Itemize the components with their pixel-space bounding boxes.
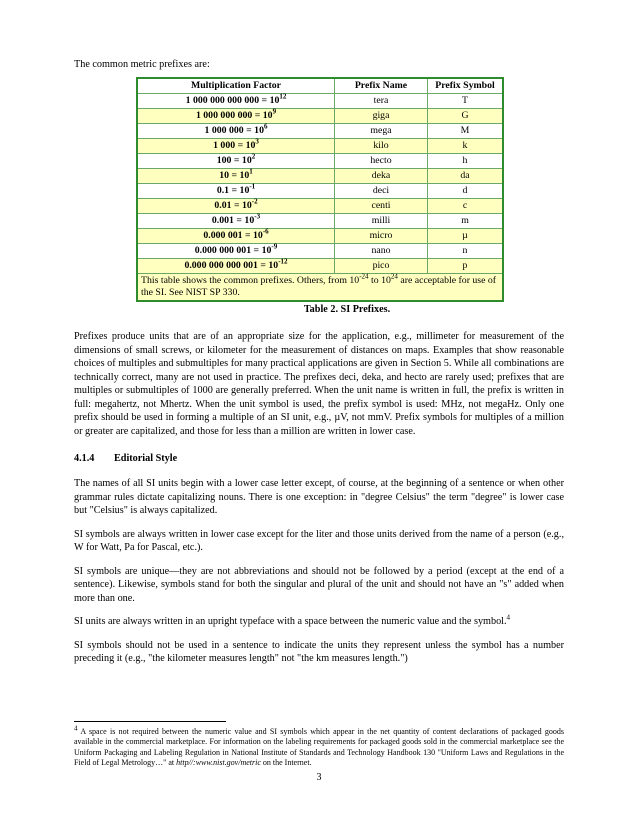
prefix-symbol-cell: d: [428, 184, 504, 199]
symbol-usage-paragraph: SI symbols should not be used in a sentence to indicate the units they represent unless the symbol has a number preceding it (e.g., "the kilometer measures length" not "the km measures length."): [74, 639, 564, 665]
table-note: This table shows the common prefixes. Others, from $10^{-24}$ to $10^{24}$ are acceptable for use of the SI. See NIST SP 330.: [137, 274, 503, 301]
section-heading: [74, 452, 564, 465]
table-row: [137, 94, 503, 109]
factor-cell: 1 000 000 000 $000 = 10^{12}$: [137, 94, 335, 109]
prefix-name-cell: centi: [335, 199, 428, 214]
prefix-name-cell: tera: [335, 94, 428, 109]
factor-cell: $0.001 = 10^{-3}$: [137, 214, 335, 229]
header-multiplication-factor: Multiplication Factor: [137, 78, 335, 94]
factor-cell: $0.1 = 10^{-1}$: [137, 184, 335, 199]
factor-cell: 1 $000 = 10^3$: [137, 139, 335, 154]
table-row: [137, 229, 503, 244]
prefix-symbol-cell: h: [428, 154, 504, 169]
prefix-symbol-cell: n: [428, 244, 504, 259]
lowercase-symbols-paragraph: SI symbols are always written in lower case except for the liter and those units derived from the name of a person (e.g., W for Watt, Pa for Pascal, etc.).: [74, 528, 564, 554]
prefix-symbol-cell: c: [428, 199, 504, 214]
prefix-name-cell: mega: [335, 124, 428, 139]
prefix-name-cell: milli: [335, 214, 428, 229]
header-prefix-name: Prefix Name: [335, 78, 428, 94]
intro-text: The common metric prefixes are:: [74, 59, 210, 70]
prefix-name-cell: pico: [335, 259, 428, 274]
prefix-symbol-cell: m: [428, 214, 504, 229]
table-caption: Table 2. SI Prefixes.: [303, 303, 391, 315]
factor-cell: $0.01 = 10^{-2}$: [137, 199, 335, 214]
unit-names-paragraph: The names of all SI units begin with a lower case letter except, of course, at the beginning of a sentence or when other grammar rules dictate capitalizing nouns. There is one exception: in "degree Celsius" the term "degree" is lower case but "Celsius" is always capitalized.: [74, 478, 564, 517]
table-note-row: [137, 274, 503, 301]
table-header-row: [137, 78, 503, 94]
prefix-symbol-cell: G: [428, 109, 504, 124]
prefix-name-cell: giga: [335, 109, 428, 124]
footnote-reference[interactable]: 4: [506, 613, 511, 622]
table-row: [137, 169, 503, 184]
upright-typeface-paragraph: SI units are always written in an upright typeface with a space between the numeric value and the symbol.$^4$: [74, 613, 511, 628]
prefix-symbol-cell: p: [428, 259, 504, 274]
factor-cell: 0.000 $001 = 10^{-6}$: [137, 229, 335, 244]
table-row: [137, 109, 503, 124]
factor-cell: 1 000 000 $000 = 10^9$: [137, 109, 335, 124]
footnote-link[interactable]: http//:www.nist.gov/metric: [176, 758, 261, 768]
table-row: [137, 139, 503, 154]
prefix-name-cell: nano: [335, 244, 428, 259]
prefix-name-cell: deka: [335, 169, 428, 184]
si-prefixes-table: [136, 77, 504, 302]
prefix-name-cell: deci: [335, 184, 428, 199]
table-row: [137, 214, 503, 229]
prefix-name-cell: hecto: [335, 154, 428, 169]
section-title: Editorial Style: [114, 453, 178, 465]
footnote-divider: [74, 721, 226, 722]
prefix-symbol-cell: M: [428, 124, 504, 139]
page-number: 3: [316, 772, 322, 783]
page-body: [74, 58, 564, 675]
factor-cell: 0.000 000 $001 = 10^{-9}$: [137, 244, 335, 259]
prefix-symbol-cell: µ: [428, 229, 504, 244]
unique-symbols-paragraph: SI symbols are unique—they are not abbreviations and should not be followed by a period (except at the end of a sentence). Likewise, symbols stand for both the singular and plural of the unit and should not have an "s" added when more than one.: [74, 565, 564, 604]
table-row: [137, 244, 503, 259]
prefix-name-cell: micro: [335, 229, 428, 244]
footnote: $^4$ A space is not required between the numeric value and SI symbols which appear in the net quantity of content declarations of packaged goods available in the commercial marketplace. For information on the labeling requirements for packaged goods sold in the commercial marketplace see the Uniform Packaging and Labeling Regulation in National Institute of Standards and Technology Handbook 130 "Uniform Laws and Regulations in the Field of Legal Metrology…" at http//:www.nist.gov/metric on the Internet.: [74, 724, 564, 768]
factor-cell: 1 000 $000 = 10^6$: [137, 124, 335, 139]
footnote-mark: 4: [74, 724, 78, 733]
prefixes-paragraph: Prefixes produce units that are of an appropriate size for the application, e.g., millimeter for measurement of the dimensions of small screws, or kilometer for the measurement of distances on maps. Examples that show reasonable choices of multiples and submultiples for many practical applications are given in Section 5. While all combinations are technically correct, many are not used in practice. The prefixes deci, deka, and hecto are rarely used; prefixes that are multiples or submultiples of 1000 are generally preferred. When the unit name is written in full, the prefix is written in full: megahertz, not Mhertz. When the unit symbol is used, the prefix symbol is used: MHz, not megaHz. Only one prefix should be used in forming a multiple of an SI unit, e.g., µV, not mmV. Prefix symbols for multiples of a million or greater are capitalized, and those for less than a million are written in lower case.: [74, 331, 564, 437]
prefix-symbol-cell: da: [428, 169, 504, 184]
prefix-symbol-cell: T: [428, 94, 504, 109]
table-row: [137, 154, 503, 169]
header-prefix-symbol: Prefix Symbol: [428, 78, 504, 94]
table-row: [137, 184, 503, 199]
table-row: [137, 124, 503, 139]
prefix-name-cell: kilo: [335, 139, 428, 154]
table-row: [137, 259, 503, 274]
section-number: 4.1.4: [74, 453, 95, 465]
factor-cell: $10 = 10^1$: [137, 169, 335, 184]
factor-cell: 0.000 000 000 $001 = 10^{-12}$: [137, 259, 335, 274]
table-row: [137, 199, 503, 214]
factor-cell: $100 = 10^2$: [137, 154, 335, 169]
prefix-symbol-cell: k: [428, 139, 504, 154]
